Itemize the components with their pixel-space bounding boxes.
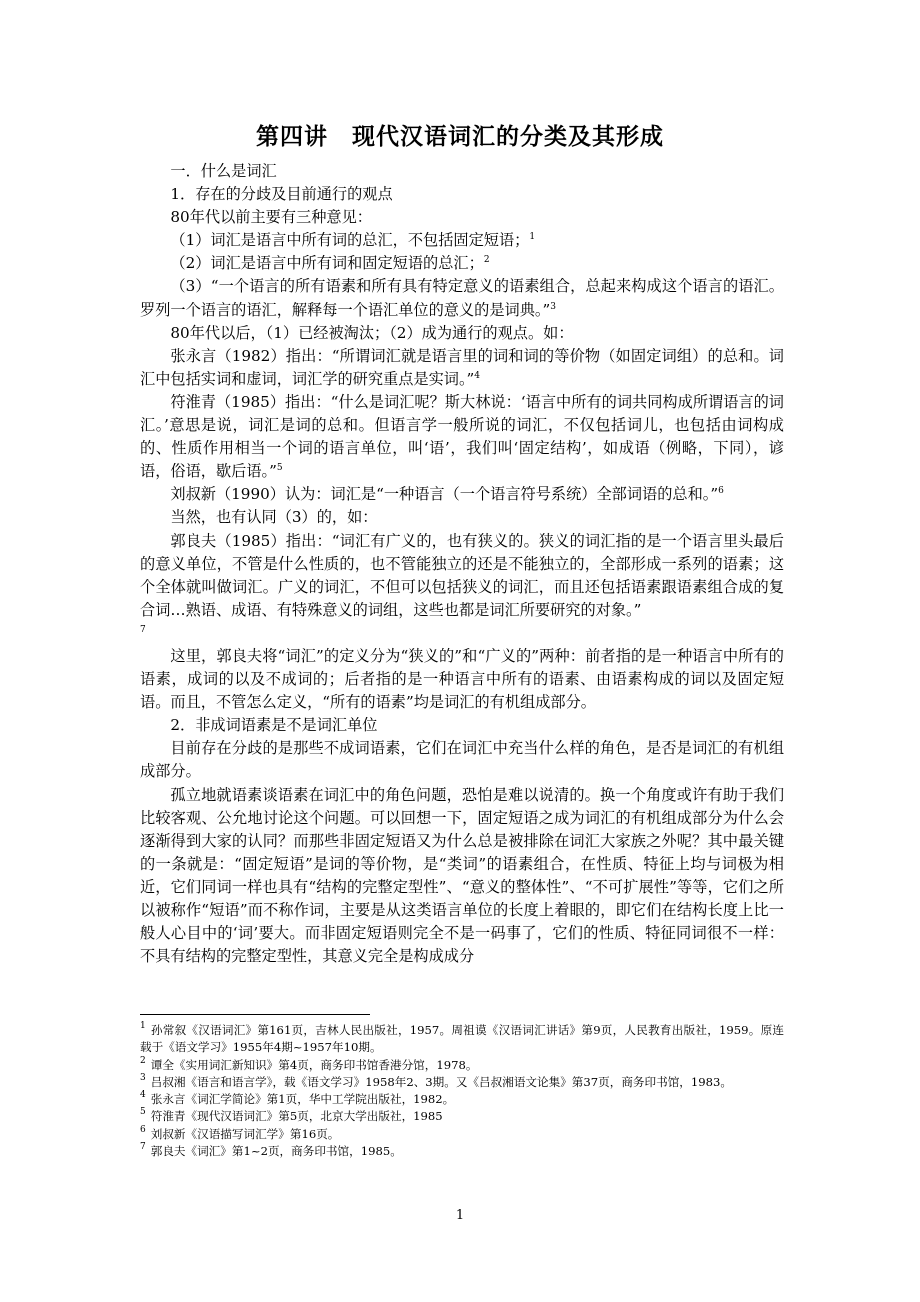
list-item-3: （3）“一个语言的所有语素和所有具有特定意义的语素组合，总起来构成这个语言的语汇。罗列一个语言的语汇，解释每一个语汇单位的意义的是词典。”$^3$ — [140, 277, 784, 319]
footnote-separator — [140, 1014, 370, 1015]
page-number: 1 — [455, 1208, 465, 1223]
footnote-ref: 1 — [529, 232, 536, 243]
footnote-ref: 7 — [140, 624, 146, 635]
paragraph: 这里，郭良夫将“词汇”的定义分为“狭义的”和“广义的”两种：前者指的是一种语言中所有的语素，成词的以及不成词的；后者指的是一种语言中所有的语素、由语素构成的词以及固定短语。而且，不管怎么定义，“所有的语素”均是词汇的有机组成部分。 — [140, 646, 784, 712]
list-item-1: （1）词汇是语言中所有词的总汇，不包括固定短语；$^1$ — [170, 231, 536, 250]
paragraph: 目前存在分歧的是那些不成词语素，它们在词汇中充当什么样的角色，是否是词汇的有机组成部分。 — [140, 739, 784, 781]
footnote-ref: 2 — [483, 255, 490, 266]
footnote: $^2$ 谭全《实用词汇新知识》第4页，商务印书馆香港分馆，1978。 — [140, 1055, 478, 1072]
quote-paragraph: 张永言（1982）指出：“所谓词汇就是语言里的词和词的等价物（如固定词组）的总和。词汇中包括实词和虚词，词汇学的研究重点是实词。”$^4$ — [140, 346, 784, 388]
list-item-2: （2）词汇是语言中所有词和固定短语的总汇；$^2$ — [170, 254, 490, 273]
footnote: $^3$ 吕叔湘《语言和语言学》，载《语文学习》1958年2、3期。又《吕叔湘语文论集》第37页，商务印书馆，1983。 — [140, 1072, 732, 1089]
paragraph: 80年代以前主要有三种意见： — [170, 208, 372, 227]
footnote-ref: 6 — [718, 486, 724, 497]
footnote-ref: 4 — [474, 370, 481, 381]
footnote: $^4$ 张永言《词汇学简论》第1页，华中工学院出版社，1982。 — [140, 1090, 455, 1107]
body-text — [140, 160, 784, 968]
footnote: $^1$ 孙常叙《汉语词汇》第161页，吉林人民出版社，1957。周祖谟《汉语词汇讲话》第9页，人民教育出版社，1959。原连载于《语文学习》1955年4期~1957年10期。 — [140, 1021, 784, 1055]
paragraph: 80年代以后，（1）已经被淘汰；（2）成为通行的观点。如： — [170, 323, 574, 342]
quote-paragraph: 符淮青（1985）指出：“什么是词汇呢？斯大林说：‘语言中所有的词共同构成所谓语言的词汇。’意思是说，词汇是词的总和。但语言学一般所说的词汇，不仅包括词儿，也包括由词构成的、性质作用相当一个词的语言单位，叫‘语’，我们叫‘固定结构’，如成语（例略，下同），谚语，俗语，歇后语。”$^5$ — [140, 392, 784, 481]
section-heading-1: 一．什么是词汇 — [170, 162, 277, 180]
quote-paragraph: 郭良夫（1985）指出：“词汇有广义的，也有狭义的。狭义的词汇指的是一个语言里头最后的意义单位，不管是什么性质的，也不管能独立的还是不能独立的，全部形成一系列的语素；这个全体就叫做词汇。广义的词汇，不但可以包括狭义的词汇，而且还包括语素跟语素组合成的复合词…熟语、成语、有特殊意义的词组，这些也都是词汇所要研究的对象。” $^7$ — [140, 531, 784, 635]
footnote-ref: 3 — [550, 301, 556, 312]
paragraph: 孤立地就语素谈语素在词汇中的角色问题，恐怕是难以说清的。换一个角度或许有助于我们比较客观、公允地讨论这个问题。可以回想一下，固定短语之成为词汇的有机组成部分为什么会逐渐得到大家的认同？而那些非固定短语又为什么总是被排除在词汇大家族之外呢？其中最关键的一条就是：“固定短语”是词的等价物，是“类词”的语素组合，在性质、特征上均与词极为相近，它们同词一样也具有“结构的完整定型性”、“意义的整体性”、“不可扩展性”等等，它们之所以被称作“短语”而不称作词，主要是从这类语言单位的长度上着眼的，即它们在结构长度上比一般人心目中的‘词’要大。而非固定短语则完全不是一码事了，它们的性质、特征同词很不一样：不具有结构的完整定型性，其意义完全是构成成分 — [140, 785, 784, 966]
page-title: 第四讲 现代汉语词汇的分类及其形成 — [256, 124, 664, 150]
subsection-heading-2: 2．非成词语素是不是词汇单位 — [170, 716, 378, 735]
footnote: $^7$ 郭良夫《词汇》第1~2页，商务印书馆，1985。 — [140, 1142, 402, 1159]
footnotes — [140, 1022, 784, 1160]
quote-paragraph: 刘叔新（1990）认为：词汇是“一种语言（一个语言符号系统）全部词语的总和。”$^6$ — [170, 485, 724, 504]
footnote: $^6$ 刘叔新《汉语描写词汇学》第16页。 — [140, 1124, 340, 1141]
footnote-ref: 5 — [276, 463, 283, 474]
paragraph: 当然，也有认同（3）的，如： — [170, 508, 378, 527]
subsection-heading-1: 1．存在的分歧及目前通行的观点 — [170, 185, 393, 204]
footnote: $^5$ 符淮青《现代汉语词汇》第5页，北京大学出版社，1985 — [140, 1107, 443, 1124]
